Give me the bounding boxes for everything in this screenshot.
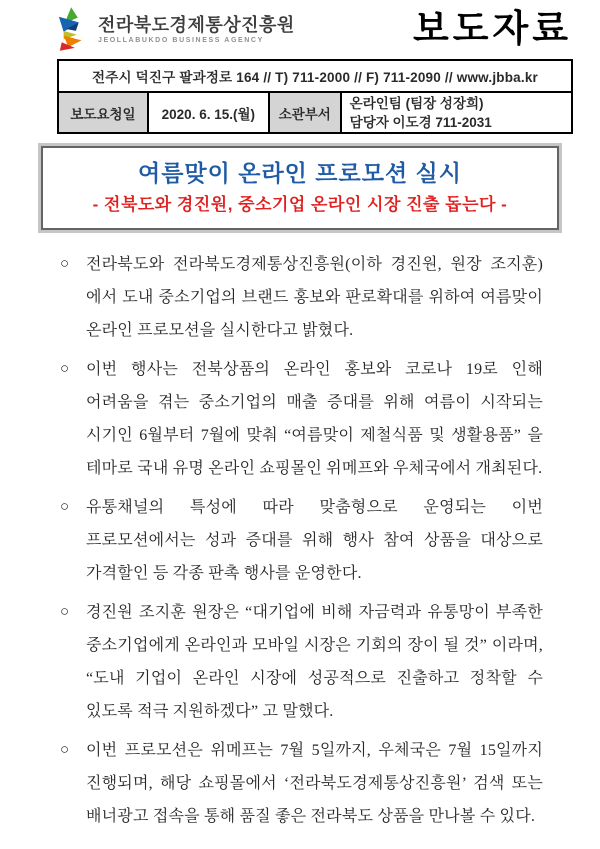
paragraph bbox=[60, 491, 543, 590]
request-date-label-cell: 보도요청일 bbox=[58, 92, 148, 133]
department-team-line: 온라인팀 (팀장 성장희) bbox=[349, 95, 484, 111]
paragraph-text: 이번 행사는 전북상품의 온라인 홍보와 코로나 19로 인해 어려움을 겪는 중소기업의 매출 증대를 위해 여름이 시작되는 시기인 6월부터 7월에 맞춰 “여름맞이 제철식품 및 생활용품” 을 테마로 국내 유명 온라인 쇼핑몰인 위메프와 우체국에서 개최된다. bbox=[86, 361, 543, 477]
bullet-marker: ○ bbox=[60, 499, 70, 515]
headline-box bbox=[41, 146, 559, 230]
headline-title: 여름맞이 온라인 프로모션 실시 bbox=[137, 160, 462, 186]
agency-name: 전라북도경제통상진흥원 bbox=[98, 15, 295, 35]
agency-logo-icon bbox=[57, 7, 91, 51]
department-label-cell: 소관부서 bbox=[269, 92, 341, 133]
paragraph-text: 전라북도와 전라북도경제통상진흥원(이하 경진원, 원장 조지훈)에서 도내 중소기업의 브랜드 홍보와 판로확대를 위하여 여름맞이 온라인 프로모션을 실시한다고 밝혔다. bbox=[86, 256, 543, 339]
address-row bbox=[58, 60, 572, 92]
paragraph bbox=[60, 596, 543, 728]
bullet-marker: ○ bbox=[60, 256, 70, 272]
paragraph-text: 유통채널의 특성에 따라 맞춤형으로 운영되는 이번 프로모션에서는 성과 증대를 위해 행사 참여 상품을 대상으로 가격할인 등 각종 판촉 행사를 운영한다. bbox=[86, 499, 543, 582]
department-cell bbox=[341, 92, 572, 133]
headline-subtitle: - 전북도와 경진원, 중소기업 온라인 시장 진출 돕는다 - bbox=[92, 195, 508, 214]
paragraph bbox=[60, 734, 543, 833]
address-cell: 전주시 덕진구 팔과정로 164 // T) 711-2000 // F) 711-2090 // www.jbba.kr bbox=[58, 60, 572, 92]
agency-brand bbox=[57, 6, 295, 51]
department-contact-line: 담당자 이도경 711-2031 bbox=[349, 114, 492, 130]
contact-row bbox=[58, 92, 572, 133]
agency-name-block bbox=[98, 15, 295, 44]
paragraph bbox=[60, 353, 543, 485]
paragraph bbox=[60, 248, 543, 347]
bullet-marker: ○ bbox=[60, 361, 70, 377]
request-date-value-cell: 2020. 6. 15.(월) bbox=[148, 92, 269, 133]
paragraph-text: 이번 프로모션은 위메프는 7월 5일까지, 우체국은 7월 15일까지 진행되며, 해당 쇼핑몰에서 ‘전라북도경제통상진흥원’ 검색 또는 배너광고 접속을 통해 품질 좋은 전라북도 상품을 만나볼 수 있다. bbox=[86, 742, 543, 825]
agency-name-en: JEOLLABUKDO BUSINESS AGENCY bbox=[98, 37, 264, 44]
paragraph-text: 경진원 조지훈 원장은 “대기업에 비해 자금력과 유통망이 부족한 중소기업에게 온라인과 모바일 시장은 기회의 장이 될 것” 이라며, “도내 기업이 온라인 시장에 성공적으로 진출하고 정착할 수 있도록 적극 지원하겠다” 고 말했다. bbox=[86, 604, 543, 720]
bullet-marker: ○ bbox=[60, 604, 70, 620]
press-body bbox=[60, 248, 543, 833]
press-release-title: 보도자료 bbox=[413, 8, 572, 49]
bullet-marker: ○ bbox=[60, 742, 70, 758]
header bbox=[0, 0, 600, 51]
info-table bbox=[57, 59, 573, 134]
